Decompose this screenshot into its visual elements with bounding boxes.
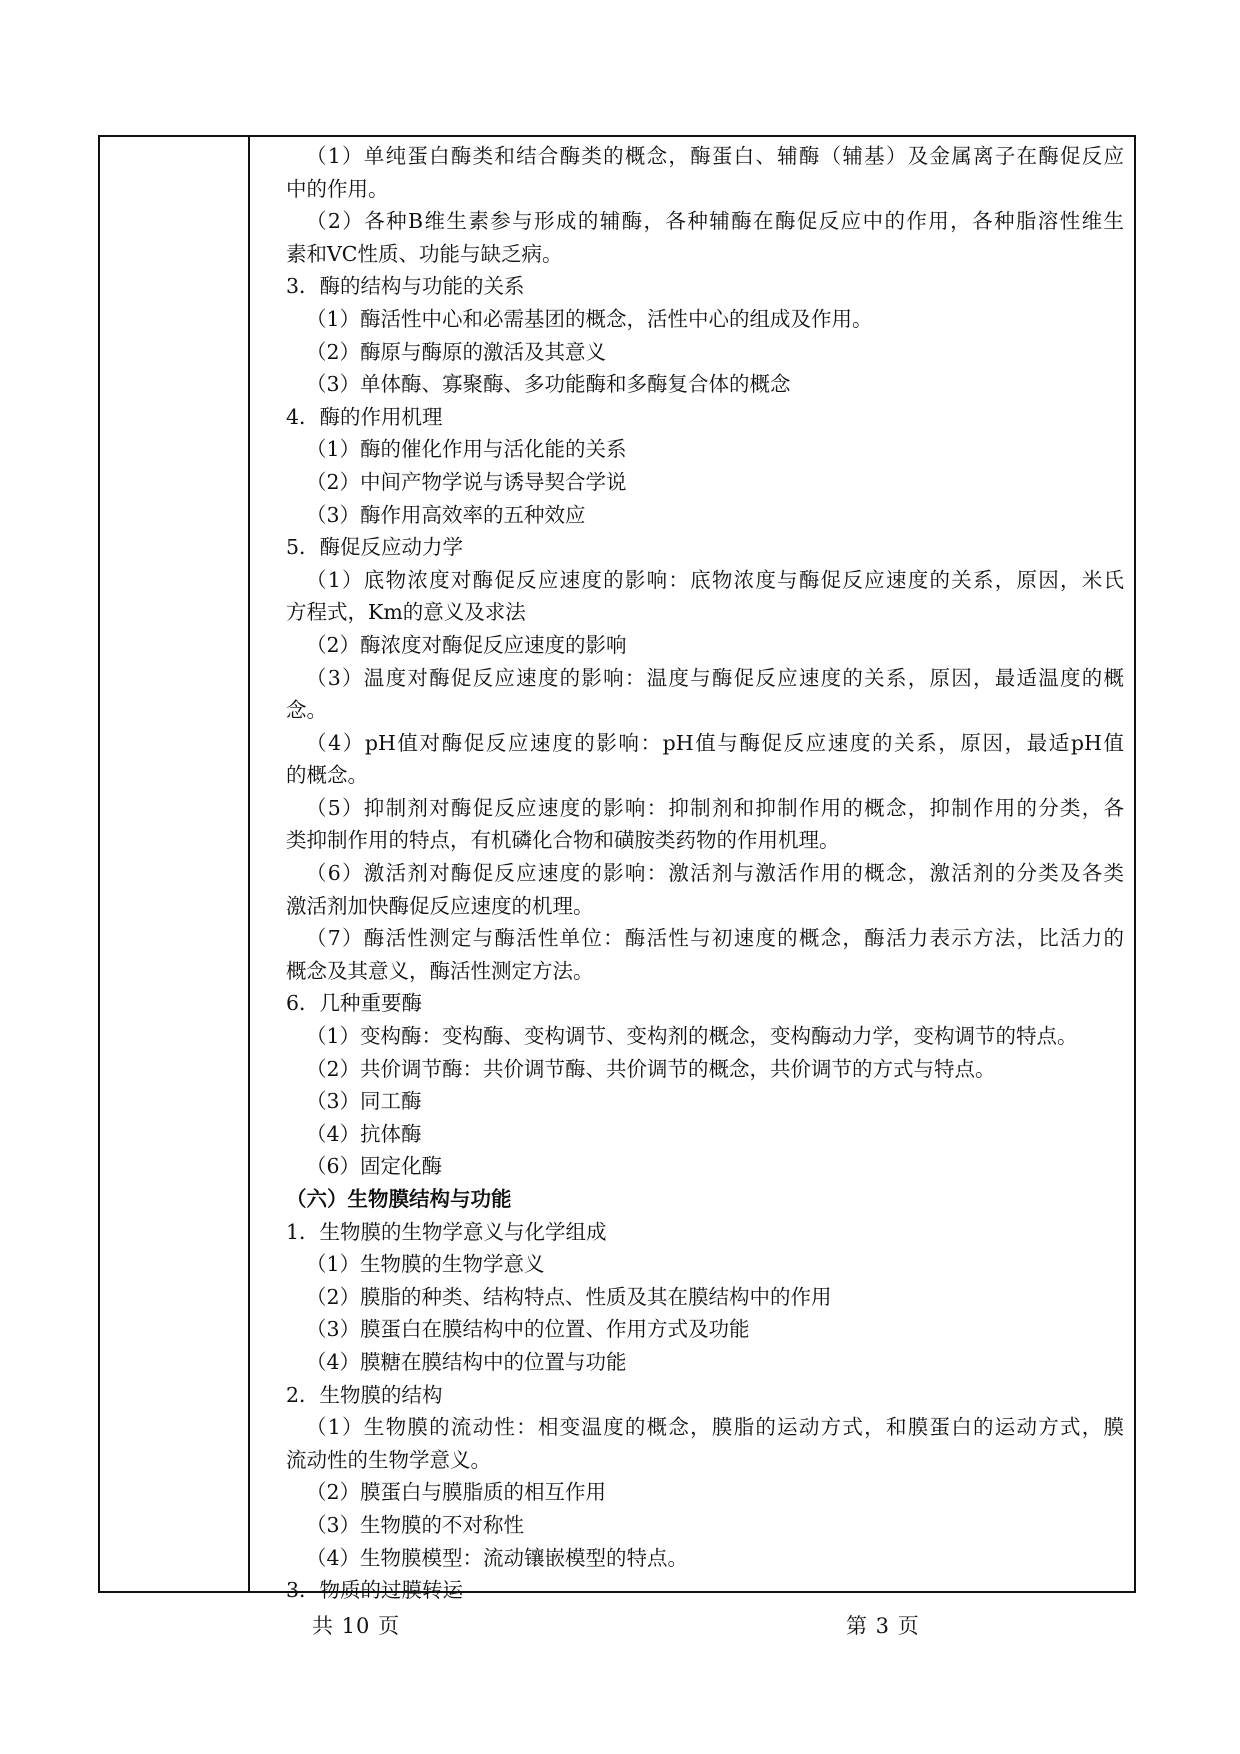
syllabus-line: （2）中间产物学说与诱导契合学说: [306, 469, 627, 494]
syllabus-line: （6）固定化酶: [306, 1154, 443, 1179]
topic-heading: 1．生物膜的生物学意义与化学组成: [286, 1219, 607, 1244]
topic-heading: 3．物质的过膜转运: [286, 1578, 464, 1603]
syllabus-line: （1）底物浓度对酶促反应速度的影响：底物浓度与酶促反应速度的关系，原因，米氏: [306, 567, 1124, 592]
content-table: [98, 135, 1136, 1603]
syllabus-line: （1）酶活性中心和必需基团的概念，活性中心的组成及作用。: [306, 306, 873, 331]
syllabus-line: （3）膜蛋白在膜结构中的位置、作用方式及功能: [306, 1317, 750, 1342]
syllabus-line: （3）温度对酶促反应速度的影响：温度与酶促反应速度的关系，原因，最适温度的概: [306, 665, 1124, 690]
topic-heading: 4．酶的作用机理: [286, 404, 443, 429]
syllabus-line: （4）膜糖在膜结构中的位置与功能: [306, 1349, 627, 1374]
syllabus-line: 素和VC性质、功能与缺乏病。: [286, 241, 563, 266]
syllabus-line: （2）酶原与酶原的激活及其意义: [306, 339, 607, 364]
syllabus-line: （6）激活剂对酶促反应速度的影响：激活剂与激活作用的概念，激活剂的分类及各类: [306, 861, 1124, 886]
syllabus-line: 类抑制作用的特点，有机磷化合物和磺胺类药物的作用机理。: [286, 828, 840, 853]
syllabus-line: （2）膜蛋白与膜脂质的相互作用: [306, 1480, 607, 1505]
syllabus-line: （1）生物膜的流动性：相变温度的概念，膜脂的运动方式，和膜蛋白的运动方式，膜: [306, 1415, 1124, 1440]
topic-heading: 3．酶的结构与功能的关系: [286, 274, 525, 299]
topic-heading: 6．几种重要酶: [286, 991, 423, 1016]
section-heading: （六）生物膜结构与功能: [286, 1187, 512, 1211]
syllabus-line: （4）抗体酶: [306, 1121, 422, 1146]
syllabus-text-column: [286, 140, 1124, 1607]
syllabus-line: （1）酶的催化作用与活化能的关系: [306, 437, 627, 462]
syllabus-line: （1）单纯蛋白酶类和结合酶类的概念，酶蛋白、辅酶（辅基）及金属离子在酶促反应: [306, 144, 1124, 168]
syllabus-line: 的概念。: [286, 763, 368, 788]
syllabus-line: （3）生物膜的不对称性: [306, 1512, 525, 1537]
syllabus-line: （4）pH值对酶促反应速度的影响：pH值与酶促反应速度的关系，原因，最适pH值: [306, 730, 1124, 755]
syllabus-line: 概念及其意义，酶活性测定方法。: [286, 958, 594, 983]
topic-heading: 5．酶促反应动力学: [286, 535, 464, 560]
syllabus-line: （2）酶浓度对酶促反应速度的影响: [306, 632, 627, 657]
syllabus-line: （3）同工酶: [306, 1089, 422, 1114]
syllabus-line: 流动性的生物学意义。: [286, 1447, 491, 1472]
syllabus-line: 念。: [286, 698, 327, 723]
topic-heading: 2．生物膜的结构: [286, 1382, 443, 1407]
syllabus-line: （5）抑制剂对酶促反应速度的影响：抑制剂和抑制作用的概念，抑制作用的分类，各: [306, 795, 1124, 820]
syllabus-line: （3）单体酶、寡聚酶、多功能酶和多酶复合体的概念: [306, 372, 791, 397]
syllabus-line: （1）生物膜的生物学意义: [306, 1252, 545, 1277]
syllabus-line: （2）膜脂的种类、结构特点、性质及其在膜结构中的作用: [306, 1284, 832, 1309]
syllabus-line: （3）酶作用高效率的五种效应: [306, 502, 586, 527]
syllabus-line: 方程式，Km的意义及求法: [286, 600, 526, 625]
syllabus-line: 激活剂加快酶促反应速度的机理。: [286, 893, 594, 918]
syllabus-line: （1）变构酶：变构酶、变构调节、变构剂的概念，变构酶动力学，变构调节的特点。: [306, 1024, 1078, 1049]
syllabus-line: （2）各种B维生素参与形成的辅酶，各种辅酶在酶促反应中的作用，各种脂溶性维生: [306, 209, 1124, 234]
syllabus-line: 中的作用。: [286, 176, 389, 201]
total-pages-label: 共 10 页: [312, 1614, 401, 1638]
left-empty-column: [100, 137, 250, 1591]
syllabus-line: （7）酶活性测定与酶活性单位：酶活性与初速度的概念，酶活力表示方法，比活力的: [306, 926, 1124, 951]
syllabus-line: （2）共价调节酶：共价调节酶、共价调节的概念，共价调节的方式与特点。: [306, 1056, 996, 1081]
current-page-label: 第 3 页: [846, 1614, 920, 1638]
syllabus-line: （4）生物膜模型：流动镶嵌模型的特点。: [306, 1545, 689, 1570]
